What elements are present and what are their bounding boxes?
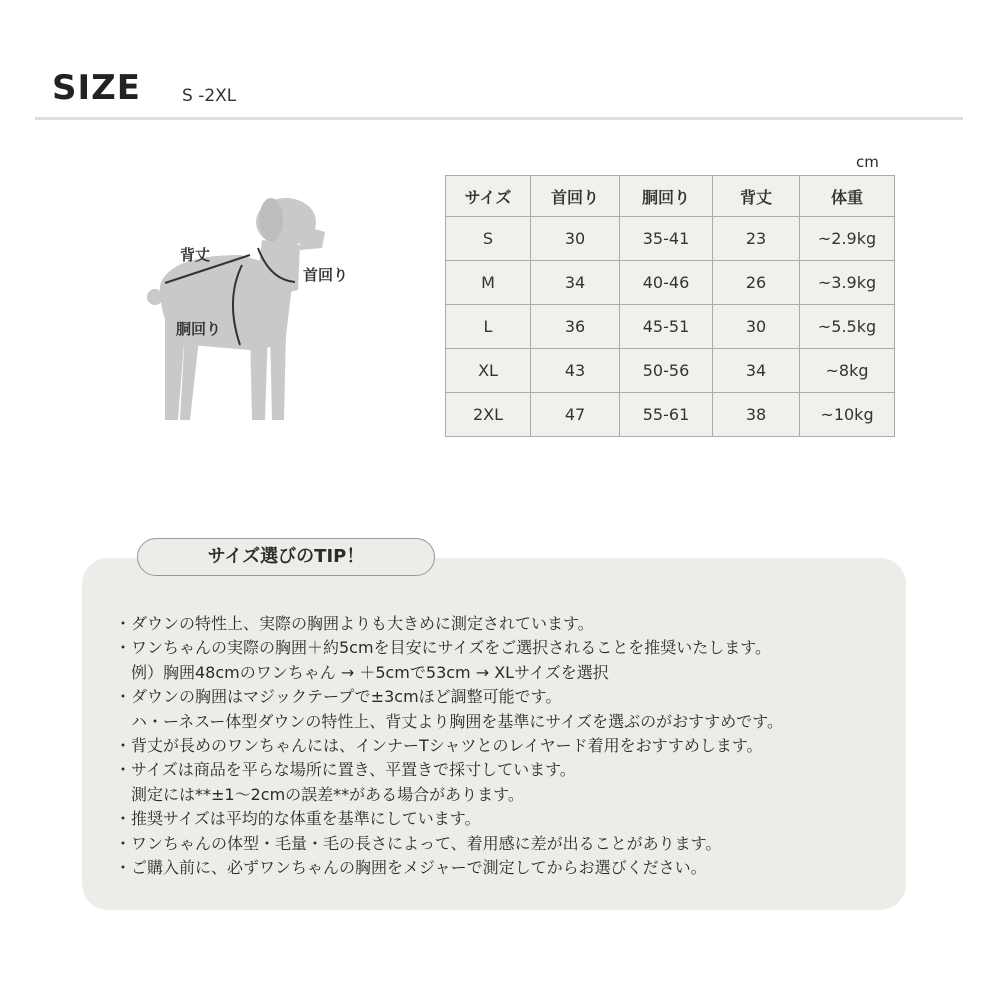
cell: 23 [713,217,800,261]
header-cell: 背丈 [713,176,800,217]
header-cell: 胴回り [620,176,713,217]
unit-label: cm [856,153,879,171]
cell: M [446,261,531,305]
size-range: S -2XL [182,86,237,106]
tip-line: ・推奨サイズは平均的な体重を基準にしています。 [115,809,481,829]
tip-line: 測定には**±1～2cmの誤差**がある場合があります。 [115,784,524,804]
size-table [445,175,895,437]
cell: 36 [531,305,620,349]
back-length-label: 背丈 [180,246,211,264]
divider [35,117,963,120]
cell: 45-51 [620,305,713,349]
cell: 34 [713,349,800,393]
cell: ~3.9kg [800,261,895,305]
cell: 47 [531,393,620,437]
table-row [446,217,895,261]
cell: 26 [713,261,800,305]
tip-line: ・ご購入前に、必ずワンちゃんの胸囲をメジャーで測定してからお選びください。 [115,858,707,878]
table-row [446,349,895,393]
cell: 55-61 [620,393,713,437]
table-header-row [446,176,895,217]
tip-line: ・サイズは商品を平らな場所に置き、平置きで採寸しています。 [115,760,576,780]
cell: 34 [531,261,620,305]
chest-label: 胴回り [176,320,222,338]
table-row [446,393,895,437]
cell: 2XL [446,393,531,437]
cell: 35-41 [620,217,713,261]
tip-line: ・ワンちゃんの体型・毛量・毛の長さによって、着用感に差が出ることがあります。 [115,833,722,853]
cell: 38 [713,393,800,437]
tip-line: ・ダウンの特性上、実際の胸囲よりも大きめに測定されています。 [115,614,594,633]
tip-line: ・ダウンの胸囲はマジックテープで±3cmほど調整可能です。 [115,687,562,707]
table-row [446,305,895,349]
cell: 30 [531,217,620,261]
page-title: SIZE [52,68,142,108]
dog-diagram-icon [140,195,340,430]
cell: L [446,305,531,349]
cell: ~8kg [800,349,895,393]
cell: ~5.5kg [800,305,895,349]
cell: 30 [713,305,800,349]
tip-line: ハ・ーネスー体型ダウンの特性上、背丈より胸囲を基準にサイズを選ぶのがおすすめです。 [115,711,784,731]
tip-line: ・背丈が長めのワンちゃんには、インナーTシャツとのレイヤード着用をおすすめします。 [115,736,763,756]
cell: S [446,217,531,261]
tips-title: サイズ選びのTIP！ [137,538,435,576]
cell: 43 [531,349,620,393]
table-row [446,261,895,305]
header-cell: 体重 [800,176,895,217]
cell: 50-56 [620,349,713,393]
tip-line: ・ワンちゃんの実際の胸囲＋約5cmを目安にサイズをご選択されることを推奨いたします。 [115,638,772,658]
cell: XL [446,349,531,393]
header-cell: サイズ [446,176,531,217]
cell: ~2.9kg [800,217,895,261]
header-cell: 首回り [531,176,620,217]
cell: ~10kg [800,393,895,437]
tips-list [115,612,783,880]
neck-label: 首回り [303,266,349,284]
cell: 40-46 [620,261,713,305]
tip-line: 例）胸囲48cmのワンちゃん → ＋5cmで53cm → XLサイズを選択 [115,662,609,682]
